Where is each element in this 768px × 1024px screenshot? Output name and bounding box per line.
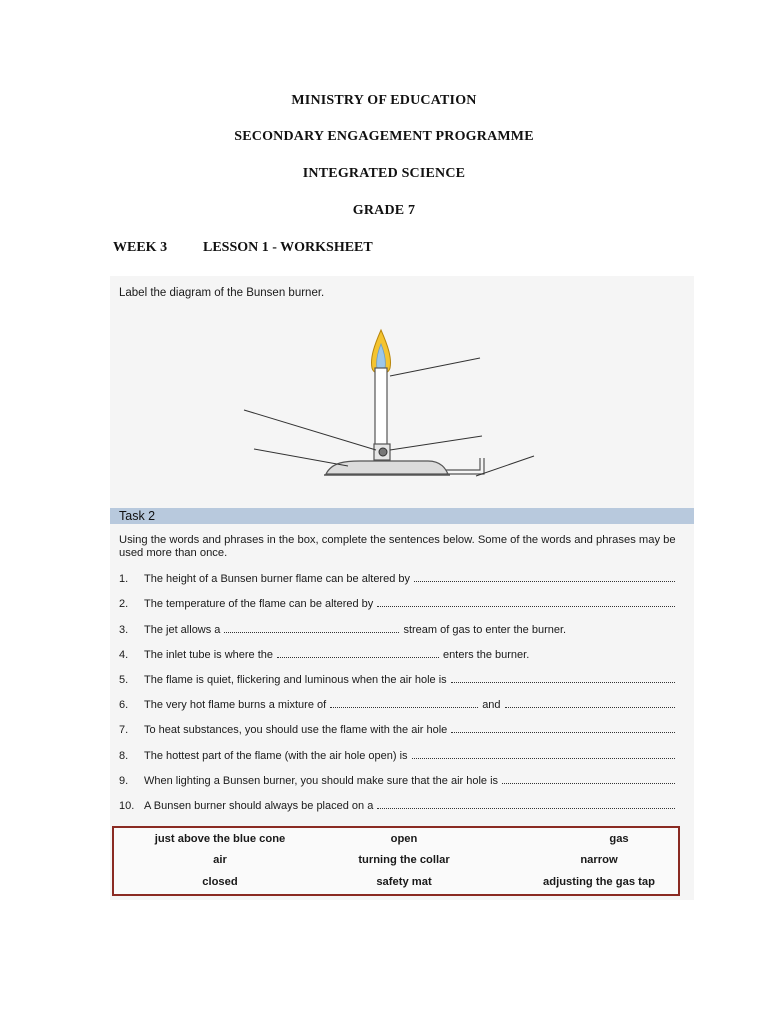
question-2: 2. The temperature of the flame can be altered by: [119, 596, 675, 612]
answer-blank[interactable]: [330, 697, 478, 708]
word-box-item: gas: [609, 833, 629, 845]
word-box-item: safety mat: [376, 876, 432, 888]
question-3: 3. The jet allows a stream of gas to enter the burner.: [119, 624, 567, 636]
air-hole: [379, 448, 387, 456]
lesson-label: LESSON 1 - WORKSHEET: [203, 240, 373, 255]
label-line-collar-right: [390, 436, 482, 450]
gas-inlet-tube: [446, 458, 480, 470]
task-2-header: [110, 508, 694, 524]
week-label: WEEK 3: [113, 240, 168, 255]
flame-icon: [371, 330, 390, 374]
question-9: 9. When lighting a Bunsen burner, you should make sure that the air hole is: [119, 773, 675, 789]
subject-title: INTEGRATED SCIENCE: [302, 166, 466, 181]
word-box-item: just above the blue cone: [154, 833, 286, 845]
answer-blank[interactable]: [451, 722, 675, 733]
burner-base: [326, 461, 448, 474]
answer-blank[interactable]: [412, 748, 675, 759]
label-line-barrel: [390, 358, 480, 376]
worksheet-image: [110, 276, 694, 900]
word-box: [112, 826, 680, 896]
answer-blank[interactable]: [277, 647, 439, 658]
answer-blank[interactable]: [502, 773, 675, 784]
word-box-item: adjusting the gas tap: [543, 876, 655, 888]
answer-blank[interactable]: [224, 622, 399, 633]
word-box-item: open: [390, 833, 418, 845]
ministry-title: MINISTRY OF EDUCATION: [291, 93, 477, 108]
question-6: 6. The very hot flame burns a mixture of and: [119, 697, 675, 713]
answer-blank[interactable]: [451, 672, 675, 683]
question-10: 10. A Bunsen burner should always be placed on a: [119, 798, 675, 814]
task-2-label: Task 2: [119, 509, 156, 523]
question-1: 1. The height of a Bunsen burner flame can be altered by: [119, 571, 675, 587]
question-8: 8. The hottest part of the flame (with the air hole open) is: [119, 748, 675, 764]
grade-title: GRADE 7: [352, 203, 416, 218]
answer-blank[interactable]: [377, 596, 675, 607]
answer-blank[interactable]: [414, 571, 675, 582]
label-line-collar-left: [244, 410, 376, 450]
label-line-base: [254, 449, 348, 466]
word-box-item: air: [213, 854, 227, 866]
task-2-instruction: Using the words and phrases in the box, complete the sentences below. Some of the words and phrases may be used more than once.: [119, 534, 676, 559]
answer-blank[interactable]: [377, 798, 675, 809]
question-5: 5. The flame is quiet, flickering and luminous when the air hole is: [119, 672, 675, 688]
question-4: 4. The inlet tube is where the enters the burner.: [119, 649, 530, 661]
word-box-item: turning the collar: [358, 854, 450, 866]
word-box-item: closed: [202, 876, 238, 888]
question-7: 7. To heat substances, you should use the flame with the air hole: [119, 722, 675, 738]
diagram-instruction: Label the diagram of the Bunsen burner.: [119, 287, 325, 299]
label-line-inlet: [476, 456, 534, 476]
word-box-item: narrow: [580, 854, 618, 866]
bunsen-burner-diagram: [110, 314, 694, 494]
answer-blank[interactable]: [505, 697, 675, 708]
programme-title: SECONDARY ENGAGEMENT PROGRAMME: [234, 129, 534, 144]
